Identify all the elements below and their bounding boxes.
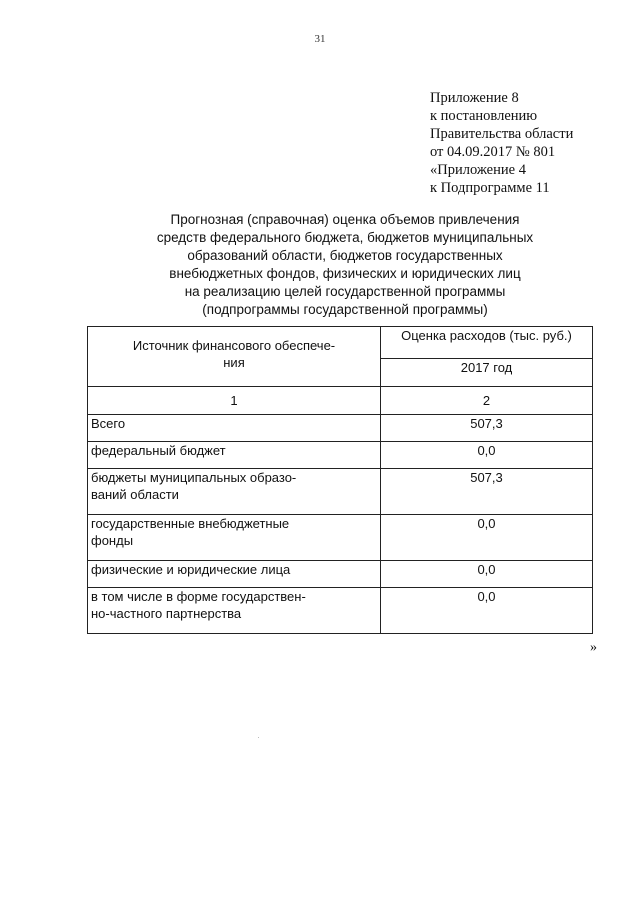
appendix-line: «Приложение 4 [430, 162, 526, 178]
title-line: образований области, бюджетов государственных [187, 248, 503, 263]
header-source [88, 327, 381, 387]
row-label [88, 442, 381, 469]
table-row [88, 442, 593, 469]
appendix-line: Правительства области [430, 126, 574, 142]
column-index-1: 1 [88, 387, 381, 415]
row-value: 507,3 [381, 415, 593, 442]
row-label [88, 469, 381, 515]
title-line: средств федерального бюджета, бюджетов муниципальных [156, 230, 534, 245]
row-label [88, 588, 381, 634]
scan-speck [258, 737, 259, 738]
header-estimate: Оценка расходов (тыс. руб.) [381, 327, 593, 359]
header-year: 2017 год [381, 359, 593, 387]
appendix-line: Приложение 8 [430, 90, 519, 106]
table-row [88, 561, 593, 588]
table-row [88, 588, 593, 634]
appendix-line: от 04.09.2017 № 801 [430, 144, 556, 160]
table-row [88, 515, 593, 561]
row-label-line: но-частного партнерства [91, 606, 242, 621]
appendix-line: к постановлению [430, 108, 538, 124]
header-source-line: ния [223, 355, 245, 370]
row-label-line: Всего [91, 416, 126, 431]
row-value: 0,0 [381, 588, 593, 634]
row-value: 0,0 [381, 561, 593, 588]
appendix-block [430, 89, 573, 197]
closing-quote: » [590, 640, 597, 655]
financing-table [87, 326, 593, 634]
title-line: (подпрограммы государственной программы) [202, 302, 488, 317]
row-label-line: фонды [91, 533, 134, 548]
row-label-line: федеральный бюджет [91, 443, 226, 458]
row-value: 0,0 [381, 442, 593, 469]
row-label [88, 515, 381, 561]
row-label-line: в том числе в форме государствен- [91, 589, 306, 604]
row-label [88, 415, 381, 442]
title-line: внебюджетных фондов, физических и юридических лиц [169, 266, 521, 281]
row-label-line: бюджеты муниципальных образо- [91, 470, 297, 485]
title-line: Прогнозная (справочная) оценка объемов привлечения [170, 212, 520, 227]
title-line: на реализацию целей государственной программы [184, 284, 506, 299]
column-index-2: 2 [381, 387, 593, 415]
table-row [88, 469, 593, 515]
row-label-line: физические и юридические лица [91, 562, 291, 577]
row-label-line: государственные внебюджетные [91, 516, 290, 531]
row-value: 507,3 [381, 469, 593, 515]
header-source-line: Источник финансового обеспече- [132, 338, 336, 353]
table-row [88, 415, 593, 442]
row-label [88, 561, 381, 588]
page-number: 31 [314, 33, 326, 45]
document-title [90, 211, 600, 319]
appendix-line: к Подпрограмме 11 [430, 180, 550, 196]
row-value: 0,0 [381, 515, 593, 561]
row-label-line: ваний области [91, 487, 179, 502]
